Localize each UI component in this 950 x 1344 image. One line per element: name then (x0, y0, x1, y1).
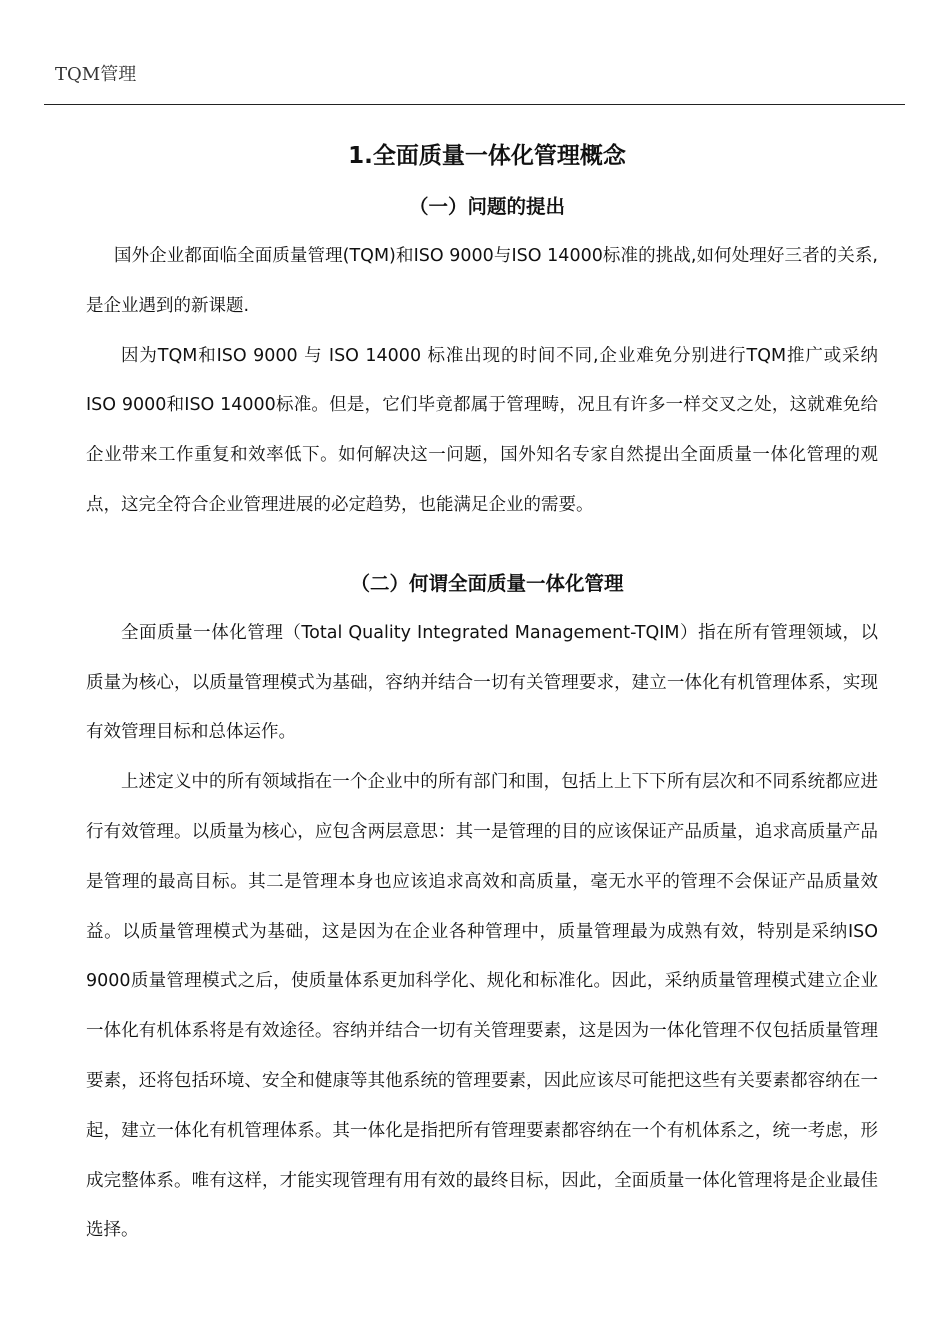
section-problem (86, 182, 878, 531)
paragraph: 国外企业都面临全面质量管理(TQM)和ISO 9000与ISO 14000标准的挑战,如何处理好三者的关系,是企业遇到的新课题. (86, 246, 878, 316)
header-divider (44, 104, 905, 105)
section-heading: （二）何谓全面质量一体化管理 (350, 571, 624, 595)
paragraph: 因为TQM和ISO 9000 与 ISO 14000 标准出现的时间不同,企业难免分别进行TQM推广或采纳ISO 9000和ISO 14000标准。但是，它们毕竟都属于管理畴，况且有许多一样交叉之处，这就难免给企业带来工作重复和效率低下。如何解决这一问题，国外知名专家自然提出全面质量一体化管理的观点，这完全符合企业管理进展的必定趋势，也能满足企业的需要。 (86, 345, 878, 515)
document-title: 1.全面质量一体化管理概念 (348, 143, 626, 169)
document-body (86, 130, 878, 1256)
paragraph: 上述定义中的所有领域指在一个企业中的所有部门和围，包括上上下下所有层次和不同系统都应进行有效管理。以质量为核心，应包含两层意思：其一是管理的目的应该保证产品质量，追求高质量产品是管理的最高目标。其二是管理本身也应该追求高效和高质量，毫无水平的管理不会保证产品质量效益。以质量管理模式为基础，这是因为在企业各种管理中，质量管理最为成熟有效，特别是采纳ISO 9000质量管理模式之后，使质量体系更加科学化、规化和标准化。因此，采纳质量管理模式建立企业一体化有机体系将是有效途径。容纳并结合一切有关管理要素，这是因为一体化管理不仅包括质量管理要素，还将包括环境、安全和健康等其他系统的管理要素，因此应该尽可能把这些有关要素都容纳在一起，建立一体化有机管理体系。其一体化是指把所有管理要素都容纳在一个有机体系之，统一考虑，形成完整体系。唯有这样，才能实现管理有用有效的最终目标，因此，全面质量一体化管理将是企业最佳选择。 (86, 772, 878, 1241)
section-heading: （一）问题的提出 (408, 195, 565, 218)
section-definition (86, 559, 878, 1256)
running-header: TQM管理 (55, 64, 137, 85)
paragraph: 全面质量一体化管理（Total Quality Integrated Management-TQIM）指在所有管理领域，以质量为核心，以质量管理模式为基础，容纳并结合一切有关管理要求，建立一体化有机管理体系，实现有效管理目标和总体运作。 (86, 622, 878, 743)
